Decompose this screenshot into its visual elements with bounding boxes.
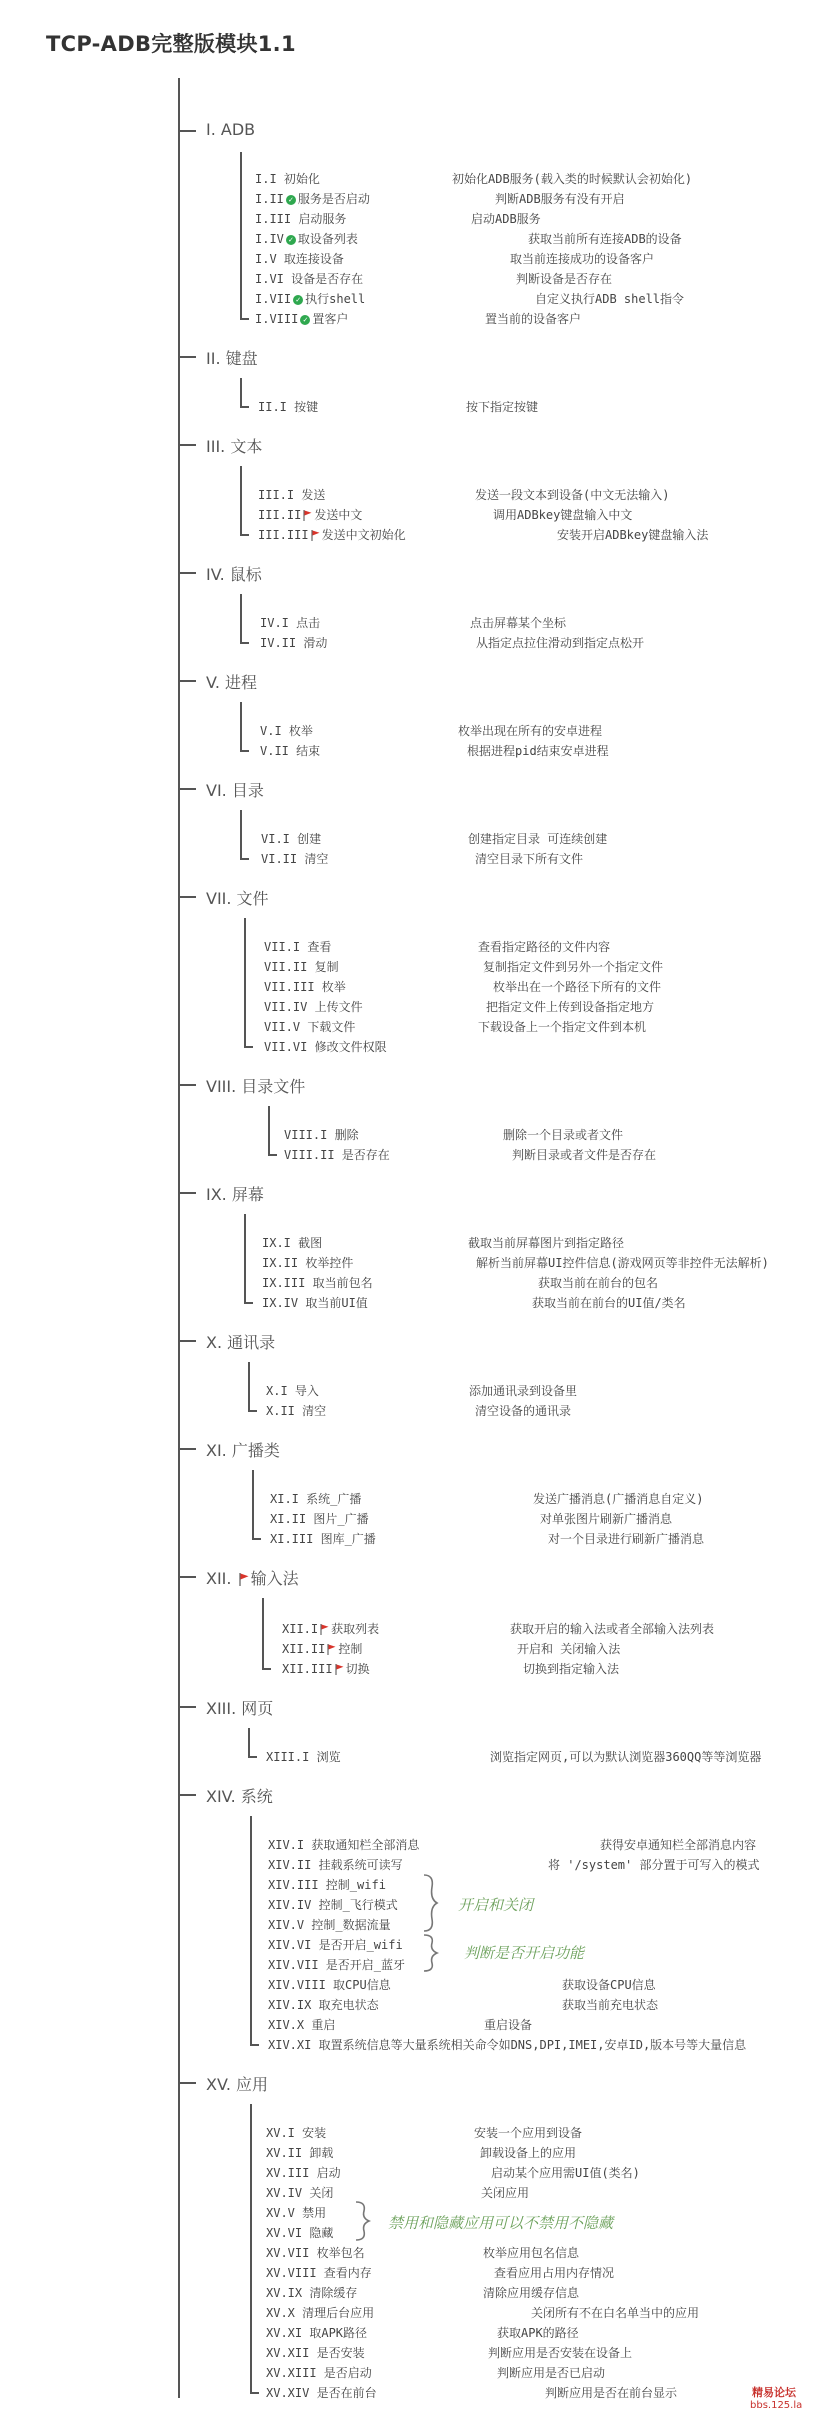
item-label: XV.XI 取APK路径 [266,2326,368,2340]
check-icon: ✓ [300,315,310,325]
item-desc: 删除一个目录或者文件 [503,1128,624,1142]
item-label: VI.I 创建 [261,832,322,846]
item-label: I.I 初始化 [255,172,320,186]
item-desc: 浏览指定网页,可以为默认浏览器360QQ等等浏览器 [490,1750,762,1764]
note-text: 开启和关闭 [458,1896,534,1914]
item-label: XIV.III 控制_wifi [268,1878,386,1892]
item-label [255,310,348,327]
item-label-prefix: I.II [255,192,284,206]
section-title-directory-file: VIII. 目录文件 [206,1077,306,1096]
flag-icon [320,1624,329,1635]
item-desc: 重启设备 [484,2018,533,2032]
item-label: XIV.VIII 取CPU信息 [268,1978,391,1992]
item-label-prefix: XII.III [282,1662,333,1676]
item-label: XI.II 图片_广播 [270,1512,369,1526]
note-text: 禁用和隐藏应用可以不禁用不隐藏 [388,2214,614,2232]
item-label: XIV.IV 控制_飞行模式 [268,1898,398,1912]
item-label-text: 发送中文初始化 [321,528,406,542]
item-label: IV.II 滑动 [260,636,328,650]
flag-icon [327,1644,336,1655]
item-label: XIV.II 挂载系统可读写 [268,1858,403,1872]
sub-tick [248,1410,257,1412]
sub-line [244,918,246,1048]
item-label: I.VI 设备是否存在 [255,272,364,286]
item-label-prefix: XII.I [282,1622,319,1636]
item-label-text: 切换 [345,1662,370,1676]
sub-tick [248,1756,257,1758]
item-label: XV.II 卸载 [266,2146,334,2160]
flag-icon [335,1664,344,1675]
branch-line [178,680,196,682]
item-desc: 枚举出在一个路径下所有的文件 [493,980,662,994]
section-title-broadcast: XI. 广播类 [206,1441,280,1460]
sub-tick [268,1154,277,1156]
sub-tick [240,406,249,408]
branch-line [178,572,196,574]
item-label-text: 服务是否启动 [297,192,370,206]
item-desc: 关闭所有不在白名单当中的应用 [531,2306,700,2320]
section-title-application: XV. 应用 [206,2075,269,2094]
item-desc: 判断目录或者文件是否存在 [512,1148,657,1162]
branch-line [178,2082,196,2084]
item-desc: 创建指定目录 可连续创建 [468,832,608,846]
branch-line [178,444,196,446]
sub-line [262,1598,264,1670]
item-desc: 安装一个应用到设备 [474,2126,583,2140]
item-desc: 从指定点拉住滑动到指定点松开 [476,636,645,650]
section-title-keyboard: II. 键盘 [206,349,258,368]
item-desc: 获取当前在前台的UI值/类名 [532,1296,686,1310]
item-label: XV.V 禁用 [266,2206,327,2220]
item-label-prefix: III.III [258,528,309,542]
item-desc: 查看应用占用内存情况 [494,2266,615,2280]
section-number: XII. [206,1569,232,1588]
section-title-system: XIV. 系统 [206,1787,273,1806]
item-label [282,1640,362,1657]
brace-icon [420,1873,442,1933]
item-desc: 下载设备上一个指定文件到本机 [478,1020,647,1034]
item-desc: 卸载设备上的应用 [480,2146,577,2160]
item-label [258,526,406,543]
item-label: IX.I 截图 [262,1236,323,1250]
item-desc: 查看指定路径的文件内容 [478,940,611,954]
item-label: VII.VI 修改文件权限 [264,1040,387,1054]
item-desc: 判断设备是否存在 [516,272,613,286]
item-desc: 切换到指定输入法 [523,1662,620,1676]
flag-icon [311,530,320,541]
item-desc: 关闭应用 [481,2186,530,2200]
sub-line [240,702,242,752]
watermark-url: bbs.125.la [750,2400,803,2411]
item-desc: 对单张图片刷新广播消息 [540,1512,673,1526]
item-label: IX.II 枚举控件 [262,1256,354,1270]
page-title: TCP-ADB完整版模块1.1 [46,32,296,56]
section-title-process: V. 进程 [206,673,258,692]
item-desc: 对一个目录进行刷新广播消息 [548,1532,705,1546]
branch-line [178,1576,196,1578]
item-label [255,190,370,207]
sub-tick [240,318,249,320]
item-label: VII.V 下载文件 [264,1020,356,1034]
item-label: V.II 结束 [260,744,321,758]
item-desc: 复制指定文件到另外一个指定文件 [483,960,664,974]
flag-icon [303,510,312,521]
branch-line [178,1192,196,1194]
item-label: XIV.XI 取置系统信息等大量系统相关命令如DNS,DPI,IMEI,安卓ID,版本号等大量信息 [268,2038,747,2052]
item-label: XIV.X 重启 [268,2018,336,2032]
section-title-file: VII. 文件 [206,889,269,908]
item-desc: 获取APK的路径 [497,2326,579,2340]
sub-line [248,1362,250,1412]
item-label-text: 置客户 [312,312,349,326]
branch-line [178,788,196,790]
section-label: 输入法 [250,1569,299,1588]
item-label: II.I 按键 [258,400,319,414]
item-label: IX.III 取当前包名 [262,1276,373,1290]
item-label [282,1660,370,1677]
check-icon: ✓ [293,295,303,305]
branch-line [178,1340,196,1342]
item-label: XIV.I 获取通知栏全部消息 [268,1838,420,1852]
item-label-text: 取设备列表 [297,232,358,246]
branch-line [178,896,196,898]
item-desc: 发送广播消息(广播消息自定义) [533,1492,704,1506]
sub-tick [252,1538,261,1540]
item-desc: 开启和 关闭输入法 [517,1642,621,1656]
sub-line [240,810,242,860]
item-desc: 置当前的设备客户 [485,312,582,326]
item-desc: 启动ADB服务 [471,212,541,226]
item-desc: 判断应用是否安装在设备上 [488,2346,633,2360]
branch-line [178,1794,196,1796]
item-label-prefix: I.VII [255,292,292,306]
item-desc: 添加通讯录到设备里 [469,1384,578,1398]
item-label: XV.VIII 查看内存 [266,2266,372,2280]
item-desc: 启动某个应用需UI值(类名) [491,2166,640,2180]
section-title-contacts: X. 通讯录 [206,1333,276,1352]
item-label: XIV.V 控制_数据流量 [268,1918,391,1932]
sub-line [240,378,242,408]
item-label: XV.XIV 是否在前台 [266,2386,377,2400]
item-label: XV.I 安装 [266,2126,327,2140]
item-label: XIII.I 浏览 [266,1750,341,1764]
item-label: V.I 枚举 [260,724,313,738]
section-title-input-method [206,1566,299,1589]
item-desc: 调用ADBkey键盘输入中文 [493,508,633,522]
item-label: VIII.I 删除 [284,1128,359,1142]
check-icon: ✓ [286,195,296,205]
item-label: VII.II 复制 [264,960,339,974]
item-desc: 点击屏幕某个坐标 [470,616,567,630]
main-trunk-line [178,78,180,2398]
item-desc: 枚举出现在所有的安卓进程 [458,724,603,738]
sub-tick [244,1302,253,1304]
item-desc: 获取开启的输入法或者全部输入法列表 [510,1622,715,1636]
item-label: I.V 取连接设备 [255,252,344,266]
item-label: XI.III 图库_广播 [270,1532,376,1546]
section-title-screen: IX. 屏幕 [206,1185,264,1204]
item-label: XIV.IX 取充电状态 [268,1998,379,2012]
item-label: III.I 发送 [258,488,326,502]
item-desc: 把指定文件上传到设备指定地方 [486,1000,655,1014]
sub-tick [240,534,249,536]
item-label: VII.I 查看 [264,940,332,954]
item-desc: 安装开启ADBkey键盘输入法 [557,528,709,542]
item-label: XV.XII 是否安装 [266,2346,365,2360]
section-title-text: III. 文本 [206,437,263,456]
item-desc: 解析当前屏幕UI控件信息(游戏网页等非控件无法解析) [476,1256,769,1270]
item-desc: 判断应用是否在前台显示 [545,2386,678,2400]
section-title-adb: I. ADB [206,120,256,139]
flag-icon [239,1573,249,1586]
note-text: 判断是否开启功能 [464,1944,585,1962]
item-desc: 初始化ADB服务(载入类的时候默认会初始化) [452,172,693,186]
item-label: VIII.II 是否存在 [284,1148,390,1162]
item-label: I.III 启动服务 [255,212,347,226]
watermark-logo: 精易论坛 [752,2386,796,2399]
sub-line [240,594,242,644]
item-desc: 获取当前充电状态 [562,1998,659,2012]
sub-tick [262,1668,271,1670]
item-desc: 发送一段文本到设备(中文无法输入) [475,488,670,502]
item-label: IX.IV 取当前UI值 [262,1296,368,1310]
item-label: VII.III 枚举 [264,980,346,994]
item-label: X.II 清空 [266,1404,327,1418]
sub-tick [250,2392,259,2394]
branch-line [178,1706,196,1708]
item-label: X.I 导入 [266,1384,319,1398]
item-label: XV.XIII 是否启动 [266,2366,372,2380]
item-label: XI.I 系统_广播 [270,1492,362,1506]
item-label [255,230,358,247]
sub-line [252,1470,254,1540]
sub-line [268,1106,270,1156]
section-title-directory: VI. 目录 [206,781,264,800]
item-label: XV.IX 清除缓存 [266,2286,358,2300]
item-label: XIV.VII 是否开启_蓝牙 [268,1958,406,1972]
sub-line [244,1214,246,1304]
branch-line [178,1084,196,1086]
section-title-web: XIII. 网页 [206,1699,274,1718]
sub-line [240,466,242,536]
item-desc: 枚举应用包名信息 [483,2246,580,2260]
item-label: VI.II 清空 [261,852,329,866]
section-title-mouse: IV. 鼠标 [206,565,262,584]
sub-tick [240,750,249,752]
sub-line [240,152,242,320]
item-label-prefix: I.VIII [255,312,299,326]
item-desc: 获取设备CPU信息 [562,1978,656,1992]
item-label: IV.I 点击 [260,616,321,630]
item-desc: 按下指定按键 [466,400,539,414]
check-icon: ✓ [286,235,296,245]
item-desc: 清除应用缓存信息 [483,2286,580,2300]
item-label [255,290,365,307]
sub-line [250,1816,252,2046]
item-label: VII.IV 上传文件 [264,1000,363,1014]
sub-tick [240,642,249,644]
brace-icon [352,2200,374,2242]
sub-line [248,1728,250,1758]
item-desc: 获取当前所有连接ADB的设备 [528,232,682,246]
item-label-text: 控制 [338,1642,363,1656]
item-label-text: 执行shell [305,292,366,306]
item-label-prefix: I.IV [255,232,284,246]
branch-line [178,356,196,358]
item-label-text: 发送中文 [314,508,363,522]
item-label [282,1620,379,1637]
item-desc: 取当前连接成功的设备客户 [510,252,655,266]
item-desc: 清空设备的通讯录 [475,1404,572,1418]
item-label-prefix: XII.II [282,1642,326,1656]
item-desc: 自定义执行ADB shell指令 [535,292,685,306]
item-desc: 判断ADB服务有没有开启 [495,192,625,206]
item-desc: 截取当前屏幕图片到指定路径 [468,1236,625,1250]
item-desc: 根据进程pid结束安卓进程 [467,744,609,758]
sub-line [250,2104,252,2394]
item-label [258,506,362,523]
item-label: XV.VII 枚举包名 [266,2246,365,2260]
branch-line [178,1448,196,1450]
item-label-text: 获取列表 [331,1622,380,1636]
sub-tick [250,2044,259,2046]
brace-icon [420,1933,442,1973]
item-label: XV.IV 关闭 [266,2186,334,2200]
item-desc: 清空目录下所有文件 [475,852,584,866]
item-label: XIV.VI 是否开启_wifi [268,1938,403,1952]
item-label: XV.VI 隐藏 [266,2226,334,2240]
item-desc: 获取当前在前台的包名 [538,1276,659,1290]
item-desc: 获得安卓通知栏全部消息内容 [600,1838,757,1852]
item-label-prefix: III.II [258,508,302,522]
branch-line [178,130,196,132]
item-desc: 判断应用是否已启动 [497,2366,606,2380]
item-label: XV.X 清理后台应用 [266,2306,375,2320]
item-desc: 将 '/system' 部分置于可写入的模式 [548,1858,760,1872]
sub-tick [244,1046,253,1048]
sub-tick [240,858,249,860]
item-label: XV.III 启动 [266,2166,341,2180]
